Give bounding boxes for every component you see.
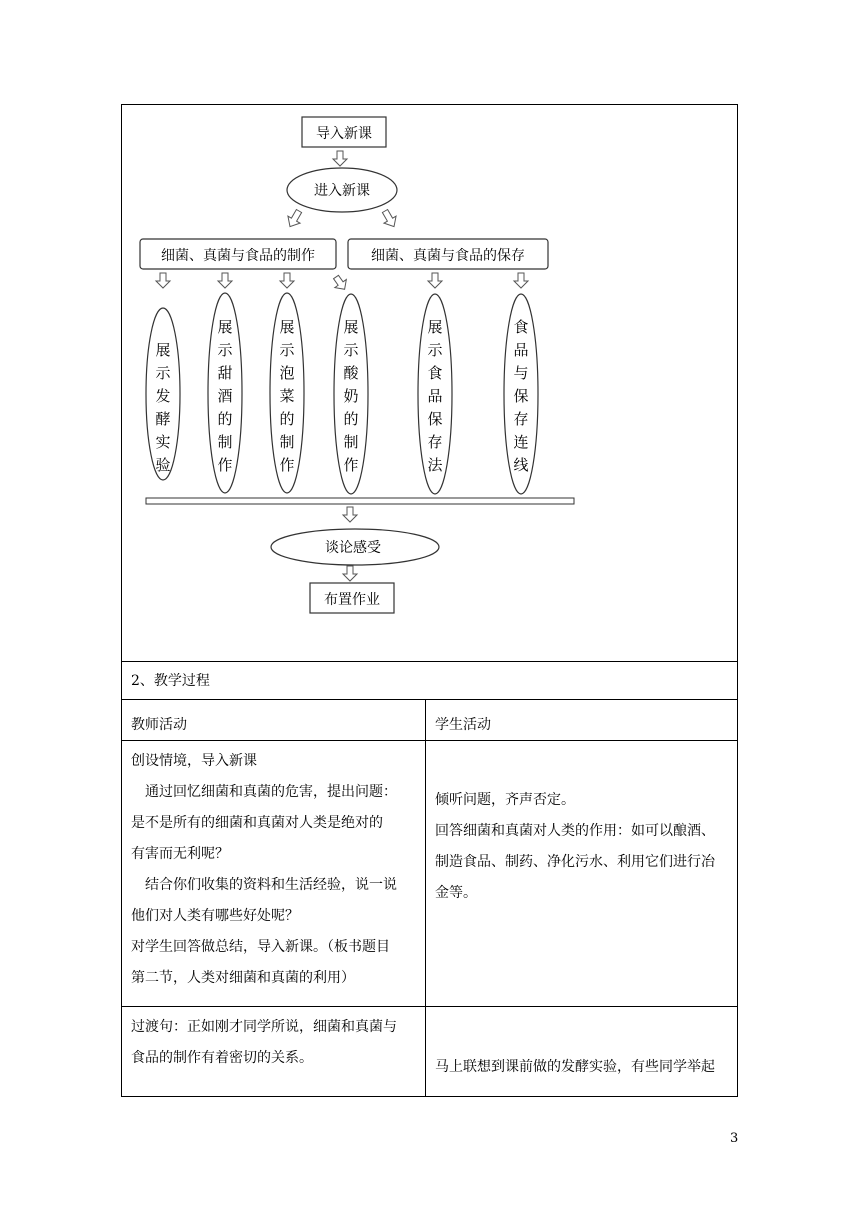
arrow-icon [280,273,294,288]
column-char: 连 [513,433,529,451]
arrow-icon [156,273,170,288]
column-char: 品 [427,387,443,405]
column-char: 发 [155,387,171,405]
teacher-text-line: 第二节，人类对细菌和真菌的利用） [131,970,355,986]
column-char: 展 [427,318,443,336]
column-text-yogurt [343,318,359,474]
column-char: 制 [217,433,233,451]
column-char: 存 [513,410,529,428]
column-text-pickles [279,318,295,474]
column-char: 食 [513,318,529,336]
arrow-icon [330,273,350,293]
column-char: 示 [427,341,443,359]
column-char: 的 [279,410,295,428]
teacher-text-line: 有害而无利呢？ [131,846,229,862]
column-char: 的 [217,410,233,428]
column-char: 验 [155,456,171,474]
column-char: 作 [217,456,233,474]
teacher-text-line: 他们对人类有哪些好处呢？ [131,908,299,924]
section-title-row [122,661,737,700]
branch-left-label: 细菌、真菌与食品的制作 [161,248,315,264]
column-char: 保 [427,410,443,428]
arrow-icon [343,566,357,581]
teacher-text-line: 对学生回答做总结，导入新课。（板书题目 [131,939,390,955]
teacher-text-line: 通过回忆细菌和真菌的危害，提出问题： [131,784,397,800]
column-text-preservation [427,318,443,474]
column-text-sweet-wine [217,318,233,474]
student-text-line: 金等。 [435,885,477,901]
teacher-text-line: 食品的制作有着密切的关系。 [131,1050,313,1066]
header-student: 学生活动 [435,717,491,733]
section-title: 2、教学过程 [131,673,210,689]
teacher-text-line: 是不是所有的细菌和真菌对人类是绝对的 [131,815,383,831]
student-text-line: 制造食品、制药、净化污水、利用它们进行冶 [435,854,715,870]
column-char: 示 [279,341,295,359]
arrow-icon [218,273,232,288]
column-char: 奶 [343,387,359,405]
column-char: 制 [343,433,359,451]
intro-label: 导入新课 [316,126,372,142]
merge-bar [146,498,574,504]
column-char: 保 [513,387,529,405]
column-char: 的 [343,410,359,428]
column-char: 线 [513,456,529,474]
column-char: 与 [513,364,529,382]
homework-label: 布置作业 [324,592,380,608]
enter-label: 进入新课 [314,183,370,199]
arrow-icon [333,151,347,166]
column-char: 酸 [343,364,359,382]
teacher-text-line: 结合你们收集的资料和生活经验，说一说 [131,877,397,893]
arrow-icon [428,273,442,288]
teacher-text-line: 过渡句：正如刚才同学所说，细菌和真菌与 [131,1019,397,1035]
teacher-text-line: 创设情境，导入新课 [131,753,257,769]
arrow-icon [514,273,528,288]
lesson-table [121,104,738,1097]
student-text-line: 倾听问题，齐声否定。 [435,792,575,808]
student-text-line: 回答细菌和真菌对人类的作用：如可以酿酒、 [435,823,715,839]
column-char: 展 [155,341,171,359]
column-char: 泡 [279,364,295,382]
discuss-label: 谈论感受 [325,540,381,556]
column-char: 实 [155,433,171,451]
column-char: 法 [427,456,443,474]
column-char: 制 [279,433,295,451]
branch-right-label: 细菌、真菌与食品的保存 [371,248,525,264]
column-char: 存 [427,433,443,451]
arrow-icon [343,507,357,522]
column-char: 作 [279,456,295,474]
arrow-icon [379,208,400,231]
column-char: 酵 [155,410,171,428]
column-char: 展 [343,318,359,336]
column-char: 展 [279,318,295,336]
column-char: 菜 [279,387,295,405]
column-char: 展 [217,318,233,336]
column-char: 酒 [217,387,233,405]
flowchart [1,1,860,701]
flowchart-cell [122,105,737,662]
student-text-line: 马上联想到课前做的发酵实验，有些同学举起 [435,1059,715,1075]
column-char: 示 [217,341,233,359]
column-char: 食 [427,364,443,382]
column-char: 品 [513,341,529,359]
arrow-icon [284,208,305,231]
column-text-matching [513,318,528,474]
column-char: 作 [343,456,359,474]
table-header-row [122,700,737,741]
column-char: 甜 [217,364,233,382]
column-char: 示 [155,364,171,382]
column-char: 示 [343,341,359,359]
header-teacher: 教师活动 [131,717,187,733]
page-number: 3 [730,1131,739,1146]
